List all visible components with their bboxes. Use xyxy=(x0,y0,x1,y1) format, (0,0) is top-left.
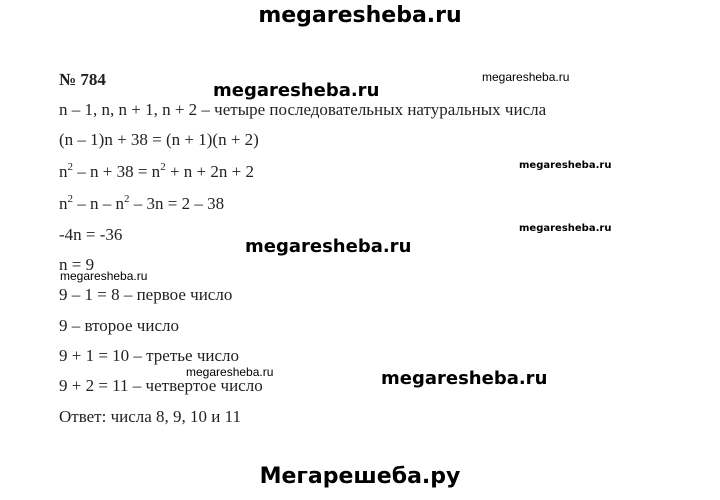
line3-exponent-a: 2 xyxy=(67,161,73,173)
line4-part-b: – n – n xyxy=(73,194,124,213)
solution-line-1: n – 1, n, n + 1, n + 2 – четыре последовательных натуральных числа xyxy=(59,100,547,119)
problem-number: № 784 xyxy=(59,70,106,89)
line4-part-a: n xyxy=(59,194,68,213)
line4-part-c: – 3n = 2 – 38 xyxy=(129,194,225,213)
watermark-big-2: megaresheba.ru xyxy=(245,236,412,257)
answer-line: Ответ: числа 8, 9, 10 и 11 xyxy=(59,407,242,426)
solution-line-5: -4n = -36 xyxy=(59,225,123,244)
line3-part-a: n xyxy=(59,162,68,181)
solution-line-7: 9 – 1 = 8 – первое число xyxy=(59,285,233,304)
watermark-top: megaresheba.ru xyxy=(258,3,462,28)
solution-line-6: n = 9 xyxy=(59,255,95,274)
line3-part-b: – n + 38 = n xyxy=(73,162,161,181)
line4-exponent-a: 2 xyxy=(67,193,73,205)
watermark-tiny-1: megaresheba.ru xyxy=(519,160,612,171)
line3-part-c: + n + 2n + 2 xyxy=(165,162,254,181)
solution-line-3 xyxy=(59,162,254,182)
solution-line-2: (n – 1)n + 38 = (n + 1)(n + 2) xyxy=(59,130,259,149)
watermark-big-3: megaresheba.ru xyxy=(381,368,548,389)
solution-line-4 xyxy=(59,194,224,214)
solution-line-8: 9 – второе число xyxy=(59,316,179,335)
watermark-big-1: megaresheba.ru xyxy=(213,80,380,101)
solution-line-9: 9 + 1 = 10 – третье число xyxy=(59,346,240,365)
watermark-bottom: Мегарешеба.ру xyxy=(259,464,461,489)
watermark-small-1: megaresheba.ru xyxy=(482,70,570,84)
line4-exponent-b: 2 xyxy=(124,193,130,205)
solution-line-10: 9 + 2 = 11 – четвертое число xyxy=(59,376,263,395)
line3-exponent-b: 2 xyxy=(160,161,166,173)
watermark-tiny-2: megaresheba.ru xyxy=(519,223,612,234)
watermark-small-2: megaresheba.ru xyxy=(60,269,148,283)
watermark-small-3: megaresheba.ru xyxy=(186,365,274,379)
